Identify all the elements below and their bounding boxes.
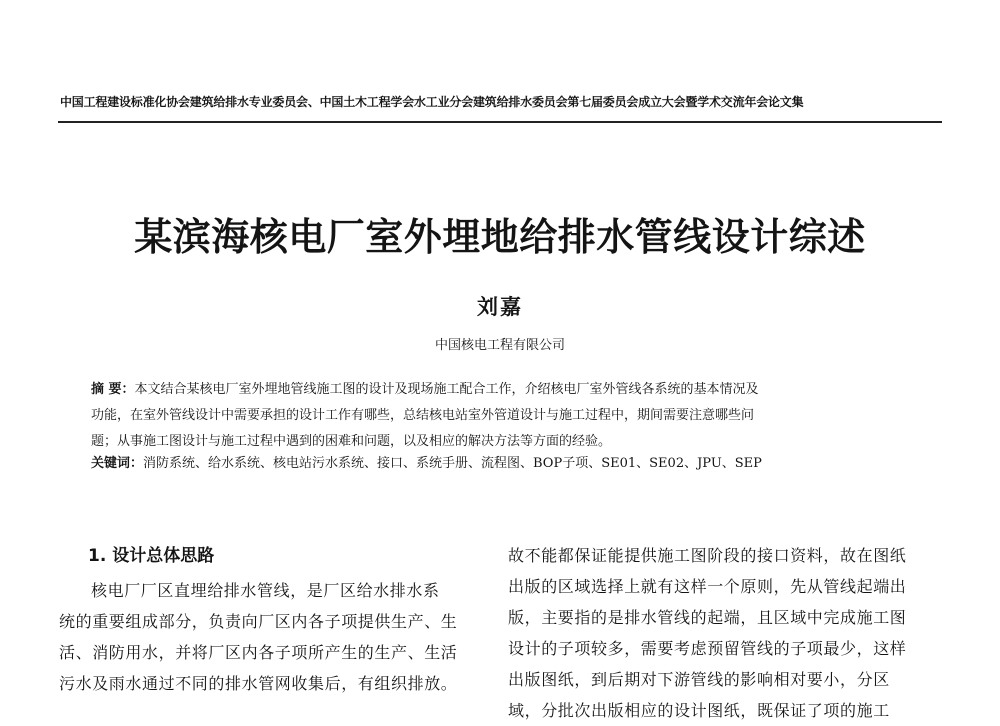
abstract-text-1: 本文结合某核电厂室外埋地管线施工图的设计及现场施工配合工作，介绍核电厂室外管线各系统的基本情况及: [134, 382, 759, 397]
body-right-line-4: 设计的子项较多，需要考虑预留管线的子项最少，这样: [508, 639, 907, 658]
abstract-line-3: 题；从事施工图设计与施工过程中遇到的困难和问题，以及相应的解决方法等方面的经验。: [91, 434, 612, 449]
header-rule: [58, 121, 942, 123]
abstract: [91, 377, 911, 455]
abstract-line-1: [91, 377, 911, 403]
body-right-line-2: 出版的区域选择上就有这样一个原则，先从管线起端出: [508, 577, 907, 596]
proceedings-header: 中国工程建设标准化协会建筑给排水专业委员会、中国土木工程学会水工业分会建筑给排水委员会第七届委员会成立大会暨学术交流年会论文集: [60, 95, 804, 109]
body-left-line-2: 统的重要组成部分，负责向厂区内各子项提供生产、生: [59, 612, 458, 631]
body-left-line-3: 活、消防用水，并将厂区内各子项所产生的生产、生活: [59, 643, 458, 662]
section-heading: 1. 设计总体思路: [88, 546, 215, 566]
body-right-line-3: 版，主要指的是排水管线的起端，且区域中完成施工图: [508, 608, 907, 627]
body-left-line-4: 污水及雨水通过不同的排水管网收集后，有组织排放。: [59, 674, 458, 693]
keywords: [91, 452, 911, 471]
keywords-text: 消防系统、给水系统、核电站污水系统、接口、系统手册、流程图、BOP子项、SE01、SE02、JPU、SEP: [143, 456, 762, 471]
body-right-line-5: 出版图纸，到后期对下游管线的影响相对要小，分区: [508, 670, 890, 689]
keywords-label: 关键词：: [91, 456, 144, 471]
abstract-label: 摘 要：: [91, 382, 135, 397]
body-right-line-1: 故不能都保证能提供施工图阶段的接口资料，故在图纸: [508, 546, 907, 565]
body-column-left: [59, 575, 479, 699]
abstract-line-2: 功能，在室外管线设计中需要承担的设计工作有哪些，总结核电站室外管道设计与施工过程中，期间需要注意哪些问: [91, 408, 755, 423]
body-column-right: [508, 540, 928, 726]
body-right-line-6: 域，分批次出版相应的设计图纸，既保证了项的施工: [508, 701, 890, 720]
author-affiliation: 中国核电工程有限公司: [434, 338, 565, 353]
author-name: 刘嘉: [477, 294, 523, 319]
paper-title: 某滨海核电厂室外埋地给排水管线设计综述: [134, 215, 866, 259]
body-left-line-1: 核电厂厂区直埋给排水管线，是厂区给水排水系: [91, 581, 440, 600]
